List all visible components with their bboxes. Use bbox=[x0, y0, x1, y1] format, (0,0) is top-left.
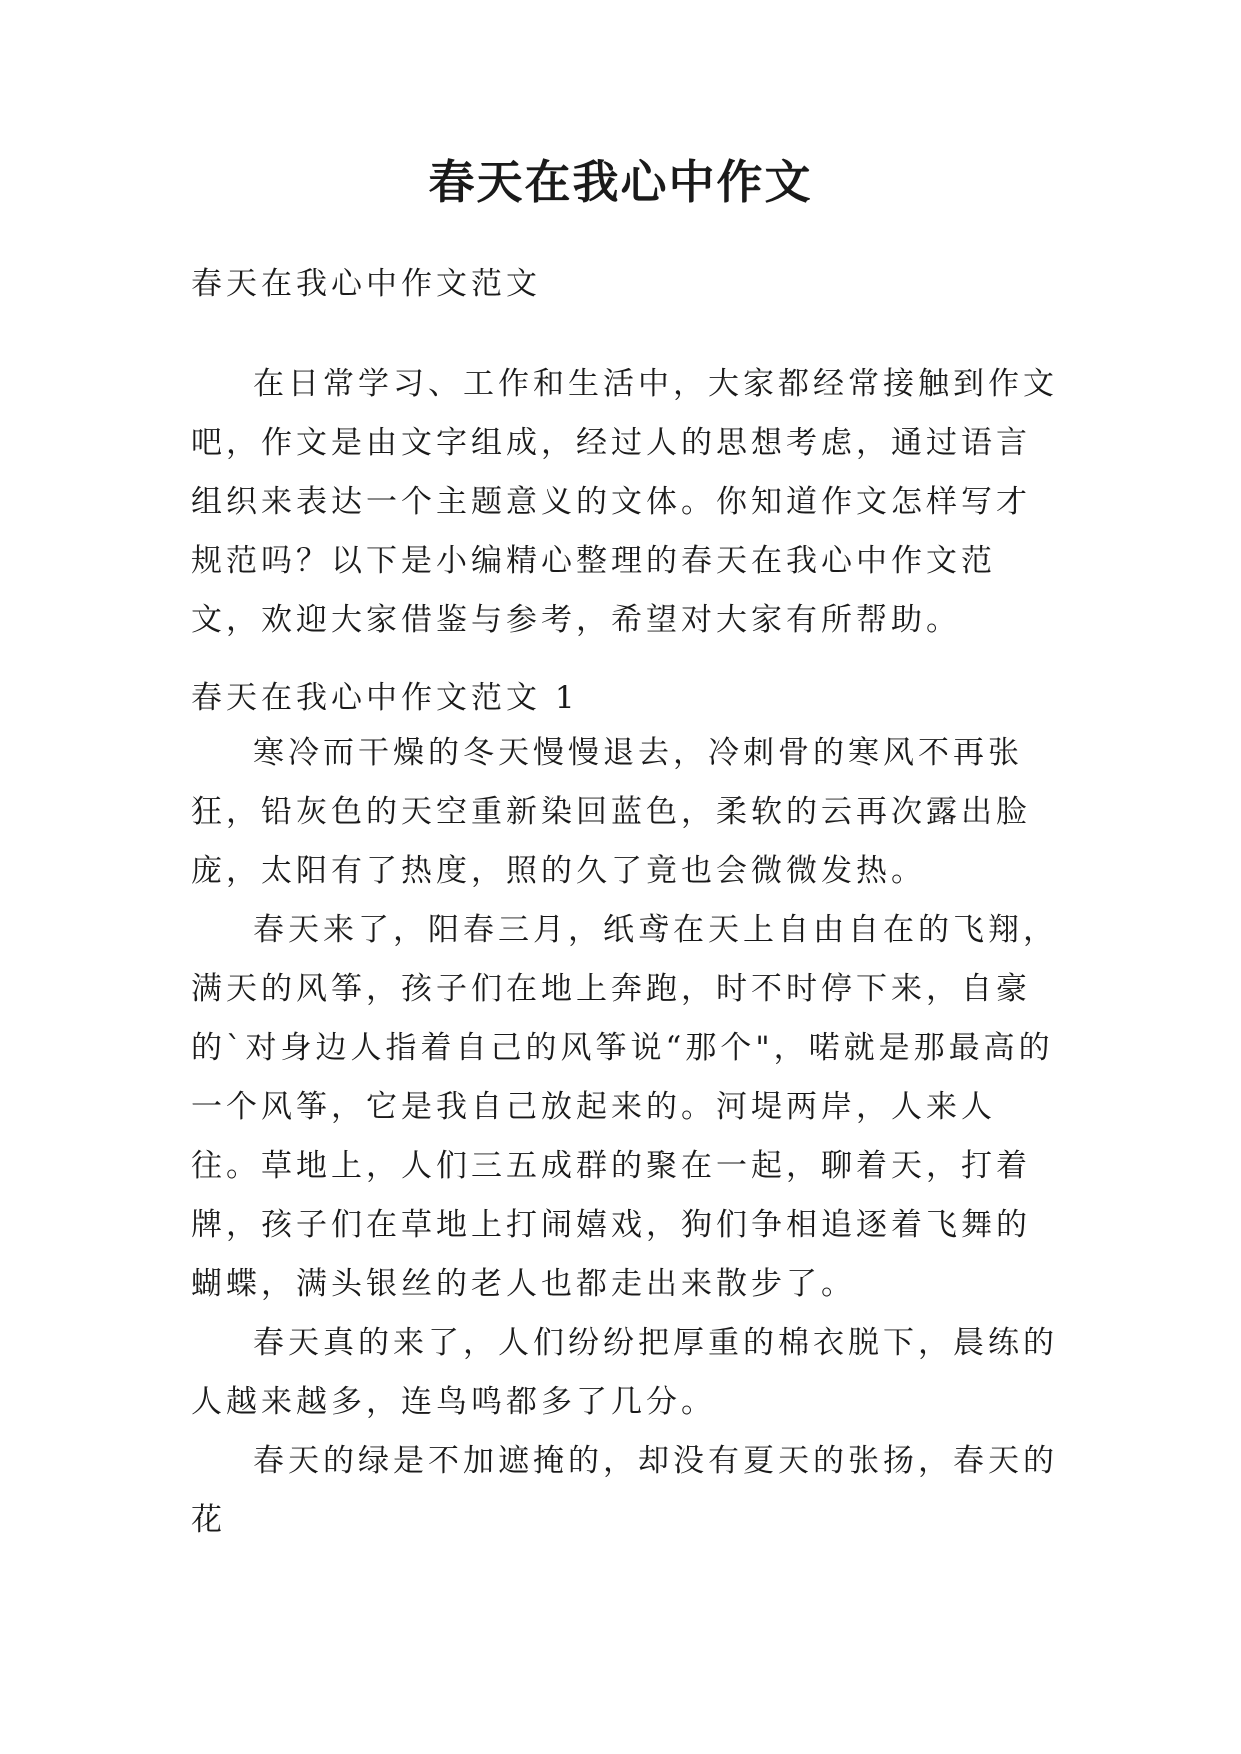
document-subtitle: 春天在我心中作文范文 bbox=[191, 266, 541, 302]
essay-paragraph-3: 春天真的来了，人们纷纷把厚重的棉衣脱下，晨练的人越来越多，连鸟鸣都多了几分。 bbox=[191, 1325, 1058, 1420]
document-title: 春天在我心中作文 bbox=[428, 155, 813, 209]
essay-paragraph-2: 春天来了，阳春三月，纸鸢在天上自由自在的飞翔，满天的风筝，孩子们在地上奔跑，时不时停下来，自豪的`对身边人指着自己的风筝说“那个"，喏就是那最高的一个风筝，它是我自己放起来的。河堤两岸，人来人往。草地上，人们三五成群的聚在一起，聊着天，打着牌，孩子们在草地上打闹嬉戏，狗们争相追逐着飞舞的蝴蝶，满头银丝的老人也都走出来散步了。 bbox=[191, 912, 1058, 1302]
essay-paragraph-4: 春天的绿是不加遮掩的，却没有夏天的张扬，春天的花 bbox=[191, 1443, 1058, 1538]
section-heading: 春天在我心中作文范文 1 bbox=[191, 680, 579, 716]
essay-paragraph-1: 寒冷而干燥的冬天慢慢退去，冷刺骨的寒风不再张狂，铅灰色的天空重新染回蓝色，柔软的云再次露出脸庞，太阳有了热度，照的久了竟也会微微发热。 bbox=[191, 735, 1031, 889]
intro-section bbox=[191, 355, 1061, 650]
essay-body bbox=[191, 724, 1061, 1550]
intro-paragraph: 在日常学习、工作和生活中，大家都经常接触到作文吧，作文是由文字组成，经过人的思想考虑，通过语言组织来表达一个主题意义的文体。你知道作文怎样写才规范吗？以下是小编精心整理的春天在我心中作文范文，欢迎大家借鉴与参考，希望对大家有所帮助。 bbox=[191, 366, 1058, 638]
